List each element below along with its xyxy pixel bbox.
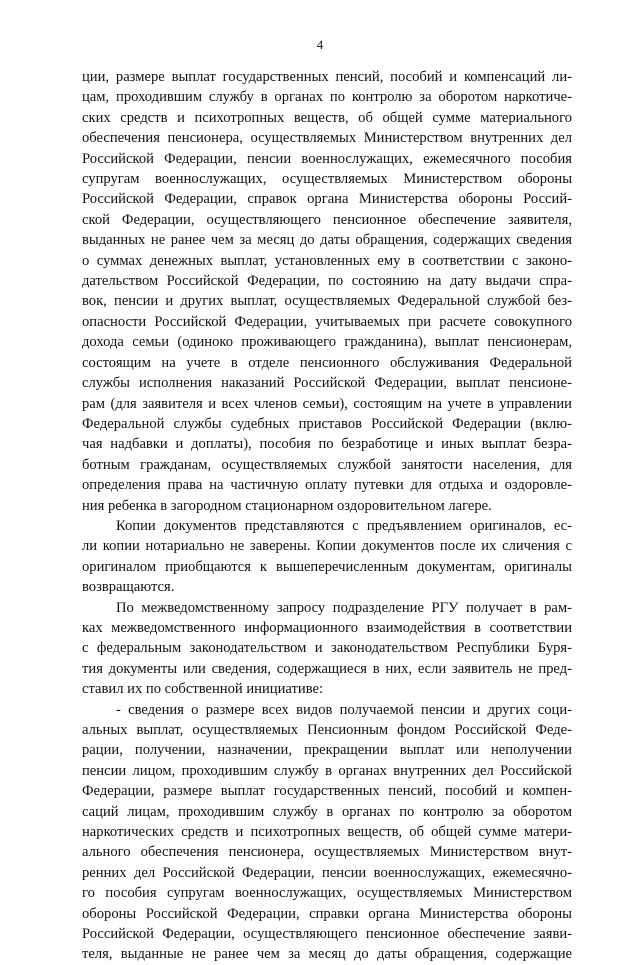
text-line: ботным гражданам, осуществляемых службой занятости населения, для bbox=[82, 456, 572, 473]
text-line: Федерации, размере выплат государственных пенсий, пособий и компен- bbox=[82, 783, 572, 800]
text-line: обеспечения пенсионера, осуществляемых Министерством внутренних дел bbox=[82, 130, 572, 147]
text-line: возвращаются. bbox=[82, 579, 175, 596]
text-line: выданных не ранее чем за месяц до даты обращения, содержащих сведения bbox=[82, 232, 572, 249]
text-line: вок, пенсии и других выплат, осуществляемых Федеральной службой без- bbox=[82, 293, 572, 310]
text-line: ального обеспечения пенсионера, осуществляемых Министерством внут- bbox=[82, 844, 572, 861]
paragraph-3 bbox=[82, 598, 572, 700]
text-line: Российской Федерации, пенсии военнослужащих, ежемесячного пособия bbox=[82, 150, 572, 167]
text-line: службы исполнения наказаний Российской Федерации, выплат пенсионе- bbox=[82, 375, 572, 392]
text-line: обороны Российской Федерации, справки органа Министерства обороны bbox=[82, 905, 572, 922]
text-line: дательством Российской Федерации, по состоянию на дату выдачи спра- bbox=[82, 273, 572, 290]
text-line: ния ребенка в загородном стационарном оздоровительном лагере. bbox=[82, 497, 492, 514]
paragraph-1 bbox=[82, 67, 572, 516]
text-line: - сведения о размере всех видов получаемой пенсии и других соци- bbox=[116, 701, 572, 718]
text-line: чая надбавки и доплаты), пособия по безработице и иных выплат безра- bbox=[82, 436, 572, 453]
text-line: о суммах денежных выплат, установленных ему в соответствии с законо- bbox=[82, 252, 572, 269]
text-line: ции, размере выплат государственных пенсий, пособий и компенсаций ли- bbox=[82, 69, 572, 85]
text-line: пенсии лицом, проходившим службу в органах внутренних дел Российской bbox=[82, 762, 572, 779]
text-line: с федеральным законодательством и законодательством Республики Буря- bbox=[82, 640, 572, 657]
text-line: дохода семьи (одиноко проживающего гражданина), выплат пенсионерам, bbox=[82, 334, 572, 351]
text-line: ских средств и психотропных веществ, об общей сумме материального bbox=[82, 109, 572, 126]
text-line: Федеральной службы судебных приставов Российской Федерации (вклю- bbox=[82, 415, 572, 432]
text-line: оригиналом приобщаются к вышеперечисленным документам, оригиналы bbox=[82, 558, 572, 575]
text-line: рации, получении, назначении, прекращении выплат или неполучении bbox=[82, 742, 572, 759]
text-line: цам, проходившим службу в органах по контролю за оборотом наркотиче- bbox=[82, 89, 572, 106]
paragraph-2 bbox=[82, 516, 572, 598]
text-line: определения права на частичную оплату путевки для отдыха и оздоровле- bbox=[82, 477, 572, 494]
paragraph-4 bbox=[82, 700, 572, 965]
text-line: супругам военнослужащих, осуществляемых Министерством обороны bbox=[82, 171, 572, 188]
text-line: опасности Российской Федерации, учитываемых при расчете совокупного bbox=[82, 313, 572, 330]
text-line: наркотических средств и психотропных веществ, об общей сумме матери- bbox=[82, 824, 572, 841]
text-line: Российской Федерации, осуществляющего пенсионное обеспечение заяви- bbox=[82, 926, 572, 943]
text-line: саций лицам, проходившим службу в органах по контролю за оборотом bbox=[82, 803, 572, 820]
document-body bbox=[82, 67, 572, 965]
text-line: альных выплат, осуществляемых Пенсионным фондом Российской Феде- bbox=[82, 722, 572, 738]
text-line: ренних дел Российской Федерации, пенсии военнослужащих, ежемесячно- bbox=[82, 864, 572, 881]
text-line: ставил их по собственной инициативе: bbox=[82, 681, 324, 698]
page-number: 4 bbox=[316, 37, 324, 52]
text-line: состоящим на учете в отделе пенсионного обслуживания Федеральной bbox=[82, 354, 572, 371]
text-line: По межведомственному запросу подразделение РГУ получает в рам- bbox=[116, 599, 572, 616]
text-line: теля, выданные не ранее чем за месяц до даты обращения, содержащие bbox=[82, 946, 572, 963]
text-line: ской Федерации, осуществляющего пенсионное обеспечение заявителя, bbox=[82, 211, 572, 228]
text-line: Копии документов представляются с предъявлением оригиналов, ес- bbox=[116, 517, 572, 534]
text-line: тия документы или сведения, содержащиеся в них, если заявитель не пред- bbox=[82, 660, 572, 677]
text-line: Российской Федерации, справок органа Министерства обороны Россий- bbox=[82, 191, 572, 208]
text-line: рам (для заявителя и всех членов семьи), состоящим на учете в управлении bbox=[82, 395, 572, 412]
text-line: ли копии нотариально не заверены. Копии документов после их сличения с bbox=[82, 538, 572, 555]
text-line: го пособия супругам военнослужащих, осуществляемых Министерством bbox=[82, 885, 572, 902]
text-line: ках межведомственного информационного взаимодействия в соответствии bbox=[82, 619, 572, 636]
